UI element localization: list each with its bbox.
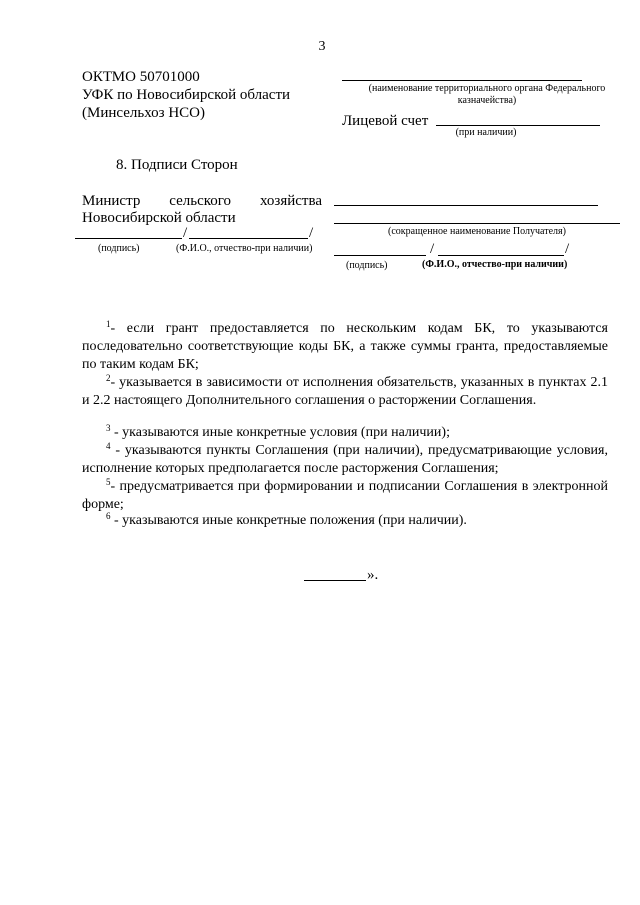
footnote-5: [82, 478, 608, 514]
footnote-2: [82, 374, 608, 410]
section-title: 8. Подписи Сторон: [116, 157, 238, 173]
left-name-line: [189, 238, 308, 239]
footnote-3-mark: 3: [106, 423, 111, 433]
ufk-text: УФК по Новосибирской области: [82, 87, 291, 103]
territorial-organ-line: [342, 80, 582, 81]
footnote-5-mark: 5: [106, 477, 111, 487]
account-caption: (при наличии): [455, 127, 517, 138]
recipient-line-2: [334, 223, 620, 224]
footnote-4-text: - указываются пункты Соглашения (при наличии), предусматривающие условия, исполнение которых предполагается после расторжения Соглашения;: [82, 443, 608, 476]
footnote-1: [82, 320, 608, 374]
closing-mark: ».: [367, 567, 379, 583]
recipient-line-1: [334, 205, 598, 206]
footnote-6: [82, 512, 608, 530]
footnote-4-mark: 4: [106, 441, 111, 451]
footnote-2-mark: 2: [106, 373, 111, 383]
left-name-caption: (Ф.И.О., отчество-при наличии): [176, 243, 313, 254]
oktmo-text: ОКТМО 50701000: [82, 69, 200, 85]
right-slash: /: [430, 241, 435, 257]
left-signature-caption: (подпись): [98, 243, 140, 254]
minister-position-line2: Новосибирской области: [82, 210, 236, 226]
footnote-1-mark: 1: [106, 319, 111, 329]
right-signature-caption: (подпись): [346, 260, 388, 271]
ministry-short-text: (Минсельхоз НСО): [82, 105, 205, 121]
footnote-6-mark: 6: [106, 511, 111, 521]
account-label: Лицевой счет: [342, 113, 429, 129]
closing-line: [304, 580, 366, 581]
territorial-organ-caption: (наименование территориального органа Федерального казначейства): [368, 83, 606, 106]
left-slash-end: /: [309, 225, 314, 241]
footnote-3: [82, 424, 608, 442]
page-number: 3: [318, 39, 326, 54]
footnote-6-text: - указываются иные конкретные положения (при наличии).: [110, 513, 467, 528]
footnote-5-text: - предусматривается при формировании и подписании Соглашения в электронной форме;: [82, 479, 608, 512]
recipient-caption: (сокращенное наименование Получателя): [388, 226, 566, 237]
footnote-1-text: - если грант предоставляется по нескольким кодам БК, то указываются последовательно соответствующие коды БК, а также суммы гранта, предоставляемые по таким кодам БК;: [82, 321, 608, 372]
minister-position-line1: Министр сельского хозяйства: [82, 193, 322, 209]
right-name-line: [438, 255, 564, 256]
footnote-2-text: - указывается в зависимости от исполнения обязательств, указанных в пунктах 2.1 и 2.2 настоящего Дополнительного соглашения о расторжении Соглашения.: [82, 375, 608, 408]
left-slash: /: [183, 225, 188, 241]
footnote-3-text: - указываются иные конкретные условия (при наличии);: [110, 425, 450, 440]
footnote-4: [82, 442, 608, 478]
right-signature-line: [334, 255, 426, 256]
account-line: [436, 125, 600, 126]
left-signature-line: [75, 238, 182, 239]
right-slash-end: /: [565, 241, 570, 257]
right-name-caption: (Ф.И.О., отчество-при наличии): [422, 259, 568, 270]
